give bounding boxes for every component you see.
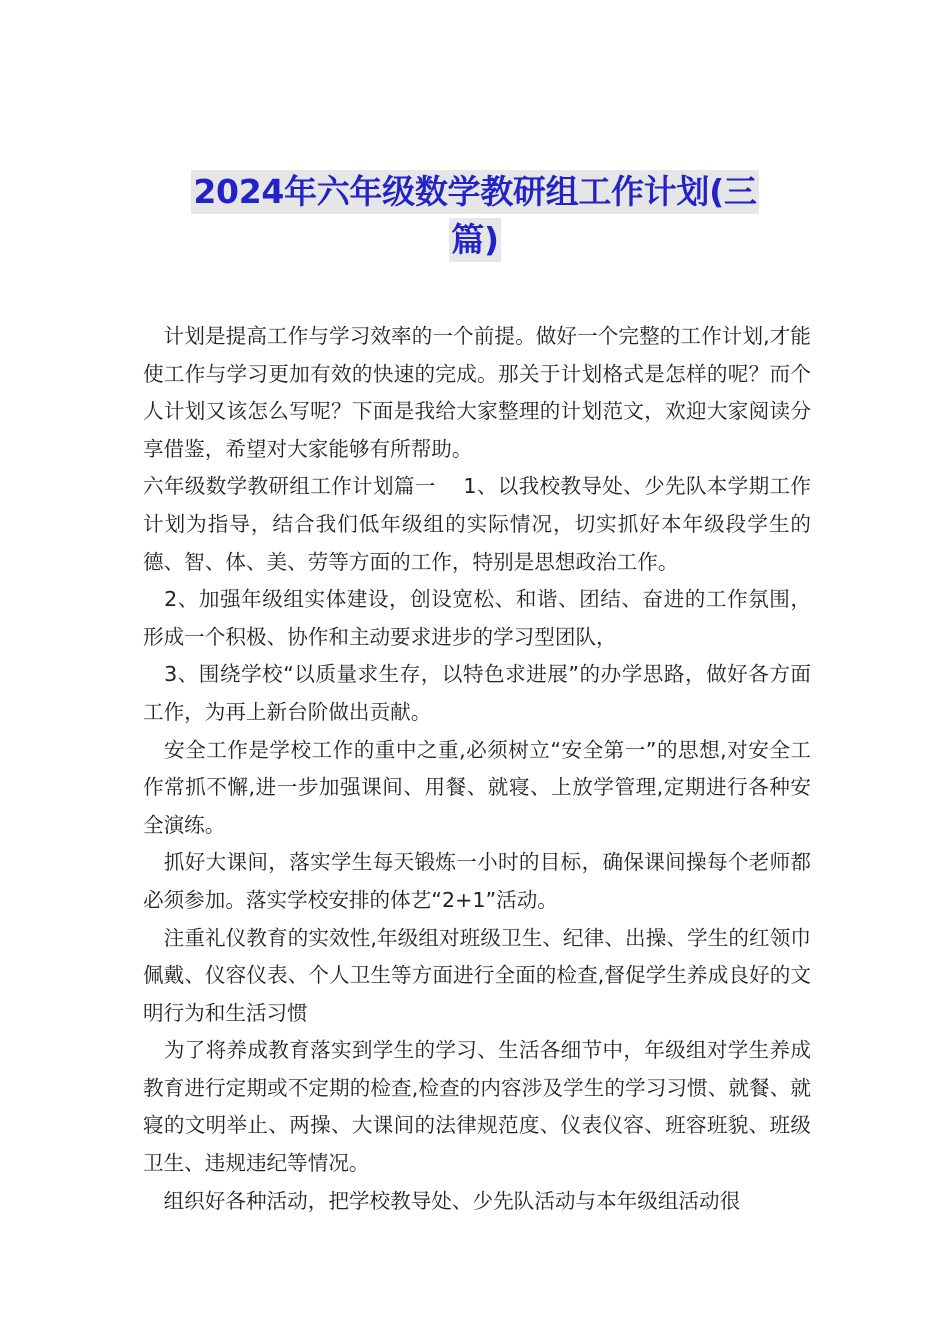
paragraph-intro: 计划是提高工作与学习效率的一个前提。做好一个完整的工作计划,才能使工作与学习更加有效的快速的完成。那关于计划格式是怎样的呢？而个人计划又该怎么写呢？下面是我给大家整理的计划范文，欢迎大家阅读分享借鉴，希望对大家能够有所帮助。 [143,324,811,461]
paragraph-item-3: 3、围绕学校“以质量求生存，以特色求进展”的办学思路，做好各方面工作，为再上新台阶做出贡献。 [143,662,811,724]
document-title [150,170,800,266]
paragraph-plan-one: 六年级数学教研组工作计划篇一 1、以我校教导处、少先队本学期工作计划为指导，结合我们低年级组的实际情况，切实抓好本年级段学生的德、智、体、美、劳等方面的工作，特别是思想政治工作。 [143,474,811,574]
paragraph-item-2: 2、加强年级组实体建设，创设宽松、和谐、团结、奋进的工作氛围，形成一个积极、协作和主动要求进步的学习型团队， [143,587,811,649]
title-line-2: 篇) [449,218,500,262]
paragraph-exercise: 抓好大课间，落实学生每天锻炼一小时的目标，确保课间操每个老师都必须参加。落实学校安排的体艺“2+1”活动。 [143,850,811,912]
title-line-1: 2024年六年级数学教研组工作计划(三 [191,170,758,214]
paragraph-etiquette: 注重礼仪教育的实效性,年级组对班级卫生、纪律、出操、学生的红领巾佩戴、仪容仪表、个人卫生等方面进行全面的检查,督促学生养成良好的文明行为和生活习惯 [143,925,811,1025]
paragraph-habits: 为了将养成教育落实到学生的学习、生活各细节中，年级组对学生养成教育进行定期或不定期的检查,检查的内容涉及学生的学习习惯、就餐、就寝的文明举止、两操、大课间的法律规范度、仪表仪容、班容班貌、班级卫生、违规违纪等情况。 [143,1038,811,1176]
document-body [143,318,811,1220]
paragraph-activities: 组织好各种活动，把学校教导处、少先队活动与本年级组活动很 [143,1188,741,1213]
paragraph-safety: 安全工作是学校工作的重中之重,必须树立“安全第一”的思想,对安全工作常抓不懈,进一步加强课间、用餐、就寝、上放学管理,定期进行各种安全演练。 [143,737,811,837]
